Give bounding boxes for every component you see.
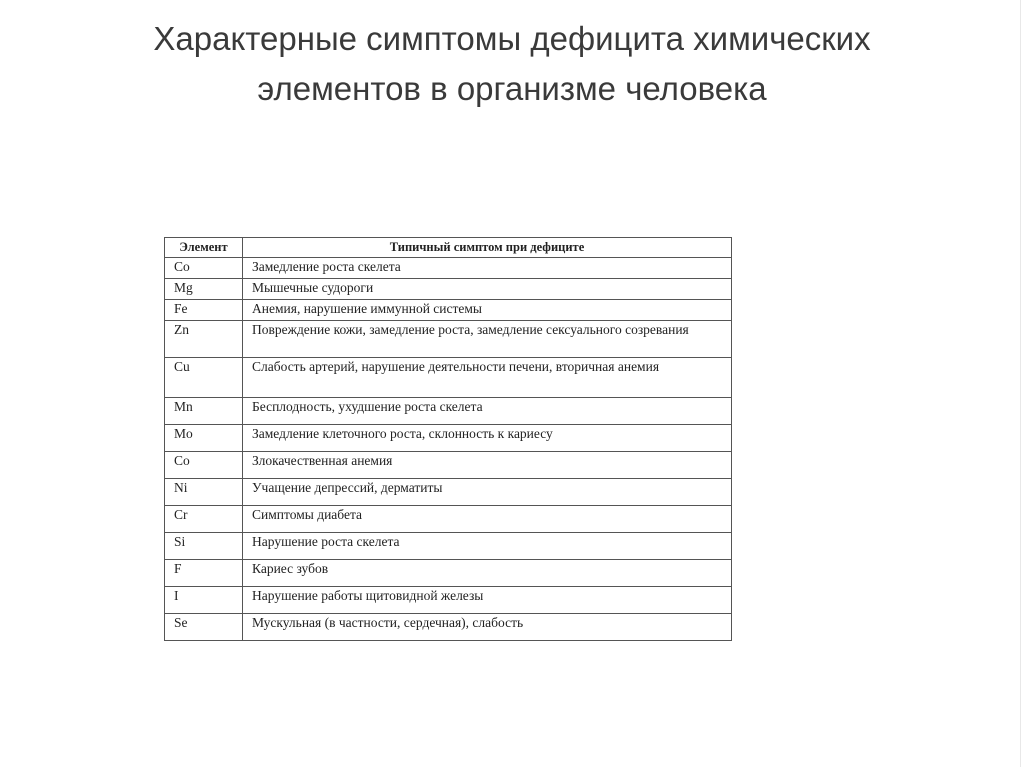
symptom-cell: Учащение депрессий, дерматиты [243,479,732,506]
table-row [165,479,732,506]
symptoms-table-container [164,237,731,641]
element-cell: Cr [165,506,243,533]
element-cell: Mn [165,398,243,425]
table-header-row [165,238,732,258]
table-row [165,300,732,321]
symptom-cell: Мышечные судороги [243,279,732,300]
element-cell: I [165,587,243,614]
symptom-cell: Замедление клеточного роста, склонность к кариесу [243,425,732,452]
table-row [165,425,732,452]
element-cell: Co [165,452,243,479]
symptoms-table [164,237,732,641]
element-cell: Mg [165,279,243,300]
symptom-cell: Слабость артерий, нарушение деятельности печени, вторичная анемия [243,358,732,398]
symptom-cell: Бесплодность, ухудшение роста скелета [243,398,732,425]
symptom-cell: Симптомы диабета [243,506,732,533]
table-row [165,533,732,560]
title-line-2: элементов в организме человека [257,70,767,107]
table-row [165,398,732,425]
table-row [165,321,732,358]
table-body [165,258,732,641]
element-cell: F [165,560,243,587]
title-line-1: Характерные симптомы дефицита химических [153,20,871,57]
symptom-cell: Замедление роста скелета [243,258,732,279]
symptom-cell: Повреждение кожи, замедление роста, замедление сексуального созревания [243,321,732,358]
element-cell: Co [165,258,243,279]
element-cell: Se [165,614,243,641]
table-row [165,587,732,614]
symptom-cell: Нарушение работы щитовидной железы [243,587,732,614]
table-row [165,614,732,641]
table-row [165,279,732,300]
page-title [0,14,1024,114]
symptom-cell: Нарушение роста скелета [243,533,732,560]
header-symptom: Типичный симптом при дефиците [243,238,732,258]
slide-edge-rule [1020,0,1021,767]
table-row [165,358,732,398]
table-row [165,560,732,587]
header-element: Элемент [165,238,243,258]
table-row [165,258,732,279]
element-cell: Zn [165,321,243,358]
element-cell: Si [165,533,243,560]
symptom-cell: Анемия, нарушение иммунной системы [243,300,732,321]
table-row [165,452,732,479]
element-cell: Mo [165,425,243,452]
element-cell: Cu [165,358,243,398]
symptom-cell: Мускульная (в частности, сердечная), слабость [243,614,732,641]
element-cell: Ni [165,479,243,506]
symptom-cell: Кариес зубов [243,560,732,587]
table-row [165,506,732,533]
element-cell: Fe [165,300,243,321]
symptom-cell: Злокачественная анемия [243,452,732,479]
